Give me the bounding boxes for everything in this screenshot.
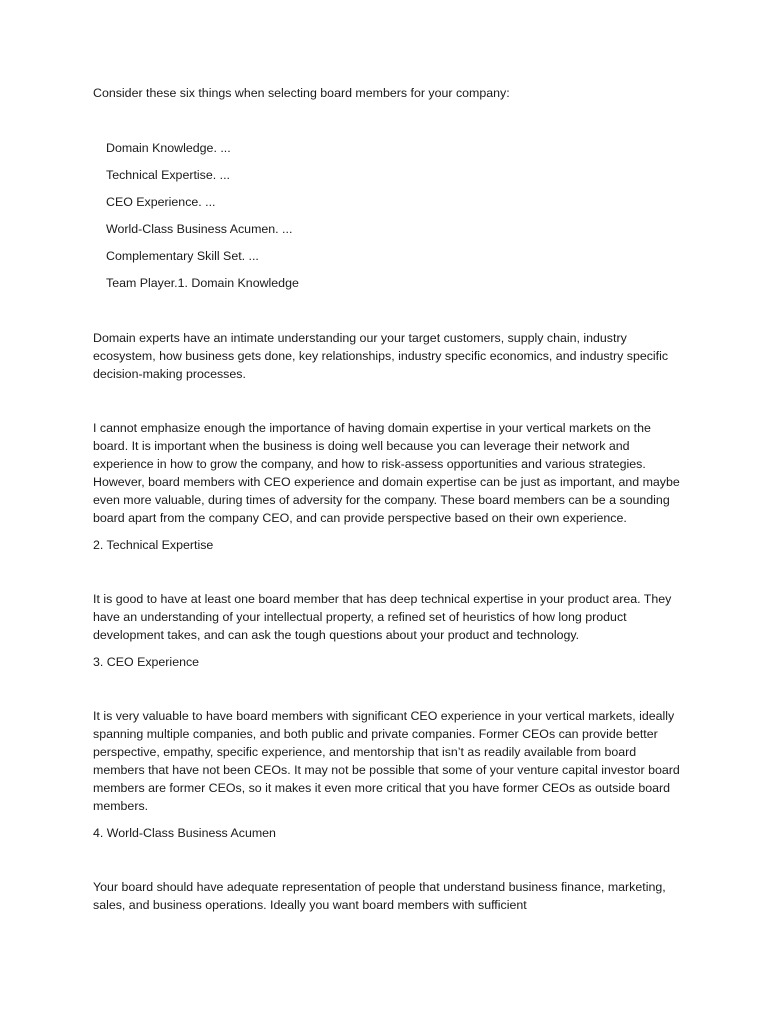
paragraph-ceo: It is very valuable to have board members with significant CEO experience in your vertical markets, ideally spanning multiple companies, and both public and private companies. Former CEOs can provide better perspective, empathy, specific experience, and mentorship that isn’t as readily available from board members that have not been CEOs. It may not be possible that some of your venture capital investor board members are former CEOs, so it makes it even more critical that you have former CEOs as outside board members. bbox=[93, 709, 680, 813]
paragraph-technical: It is good to have at least one board member that has deep technical expertise in your product area. They have an understanding of your intellectual property, a refined set of heuristics of how long product development takes, and can ask the tough questions about your product and technology. bbox=[93, 592, 672, 642]
section-heading-ceo: 3. CEO Experience bbox=[93, 655, 200, 669]
list-item: World-Class Business Acumen. ... bbox=[106, 222, 293, 236]
list-item: Technical Expertise. ... bbox=[106, 168, 230, 182]
list-item: CEO Experience. ... bbox=[106, 195, 216, 209]
section-heading-business: 4. World-Class Business Acumen bbox=[93, 826, 276, 840]
document-page bbox=[93, 84, 683, 914]
list-item: Team Player.1. Domain Knowledge bbox=[106, 276, 299, 290]
section-heading-technical: 2. Technical Expertise bbox=[93, 538, 214, 552]
selection-criteria-list bbox=[106, 139, 683, 292]
paragraph-domain-detail: I cannot emphasize enough the importance of having domain expertise in your vertical markets on the board. It is important when the business is doing well because you can leverage their network and experience in how to grow the company, and how to risk-assess opportunities and various strategies. However, board members with CEO experience and domain expertise can be just as important, and maybe even more valuable, during times of adversity for the company. These board members can be a sounding board apart from the company CEO, and can provide perspective based on their own experience. bbox=[93, 421, 680, 525]
list-item: Complementary Skill Set. ... bbox=[106, 249, 259, 263]
intro-text: Consider these six things when selecting board members for your company: bbox=[93, 86, 510, 100]
list-item: Domain Knowledge. ... bbox=[106, 141, 231, 155]
paragraph-business: Your board should have adequate representation of people that understand business finance, marketing, sales, and business operations. Ideally you want board members with sufficient bbox=[93, 880, 666, 912]
paragraph-domain-intro: Domain experts have an intimate understanding our your target customers, supply chain, industry ecosystem, how business gets done, key relationships, industry specific economics, and industry specific decision-making processes. bbox=[93, 331, 669, 381]
